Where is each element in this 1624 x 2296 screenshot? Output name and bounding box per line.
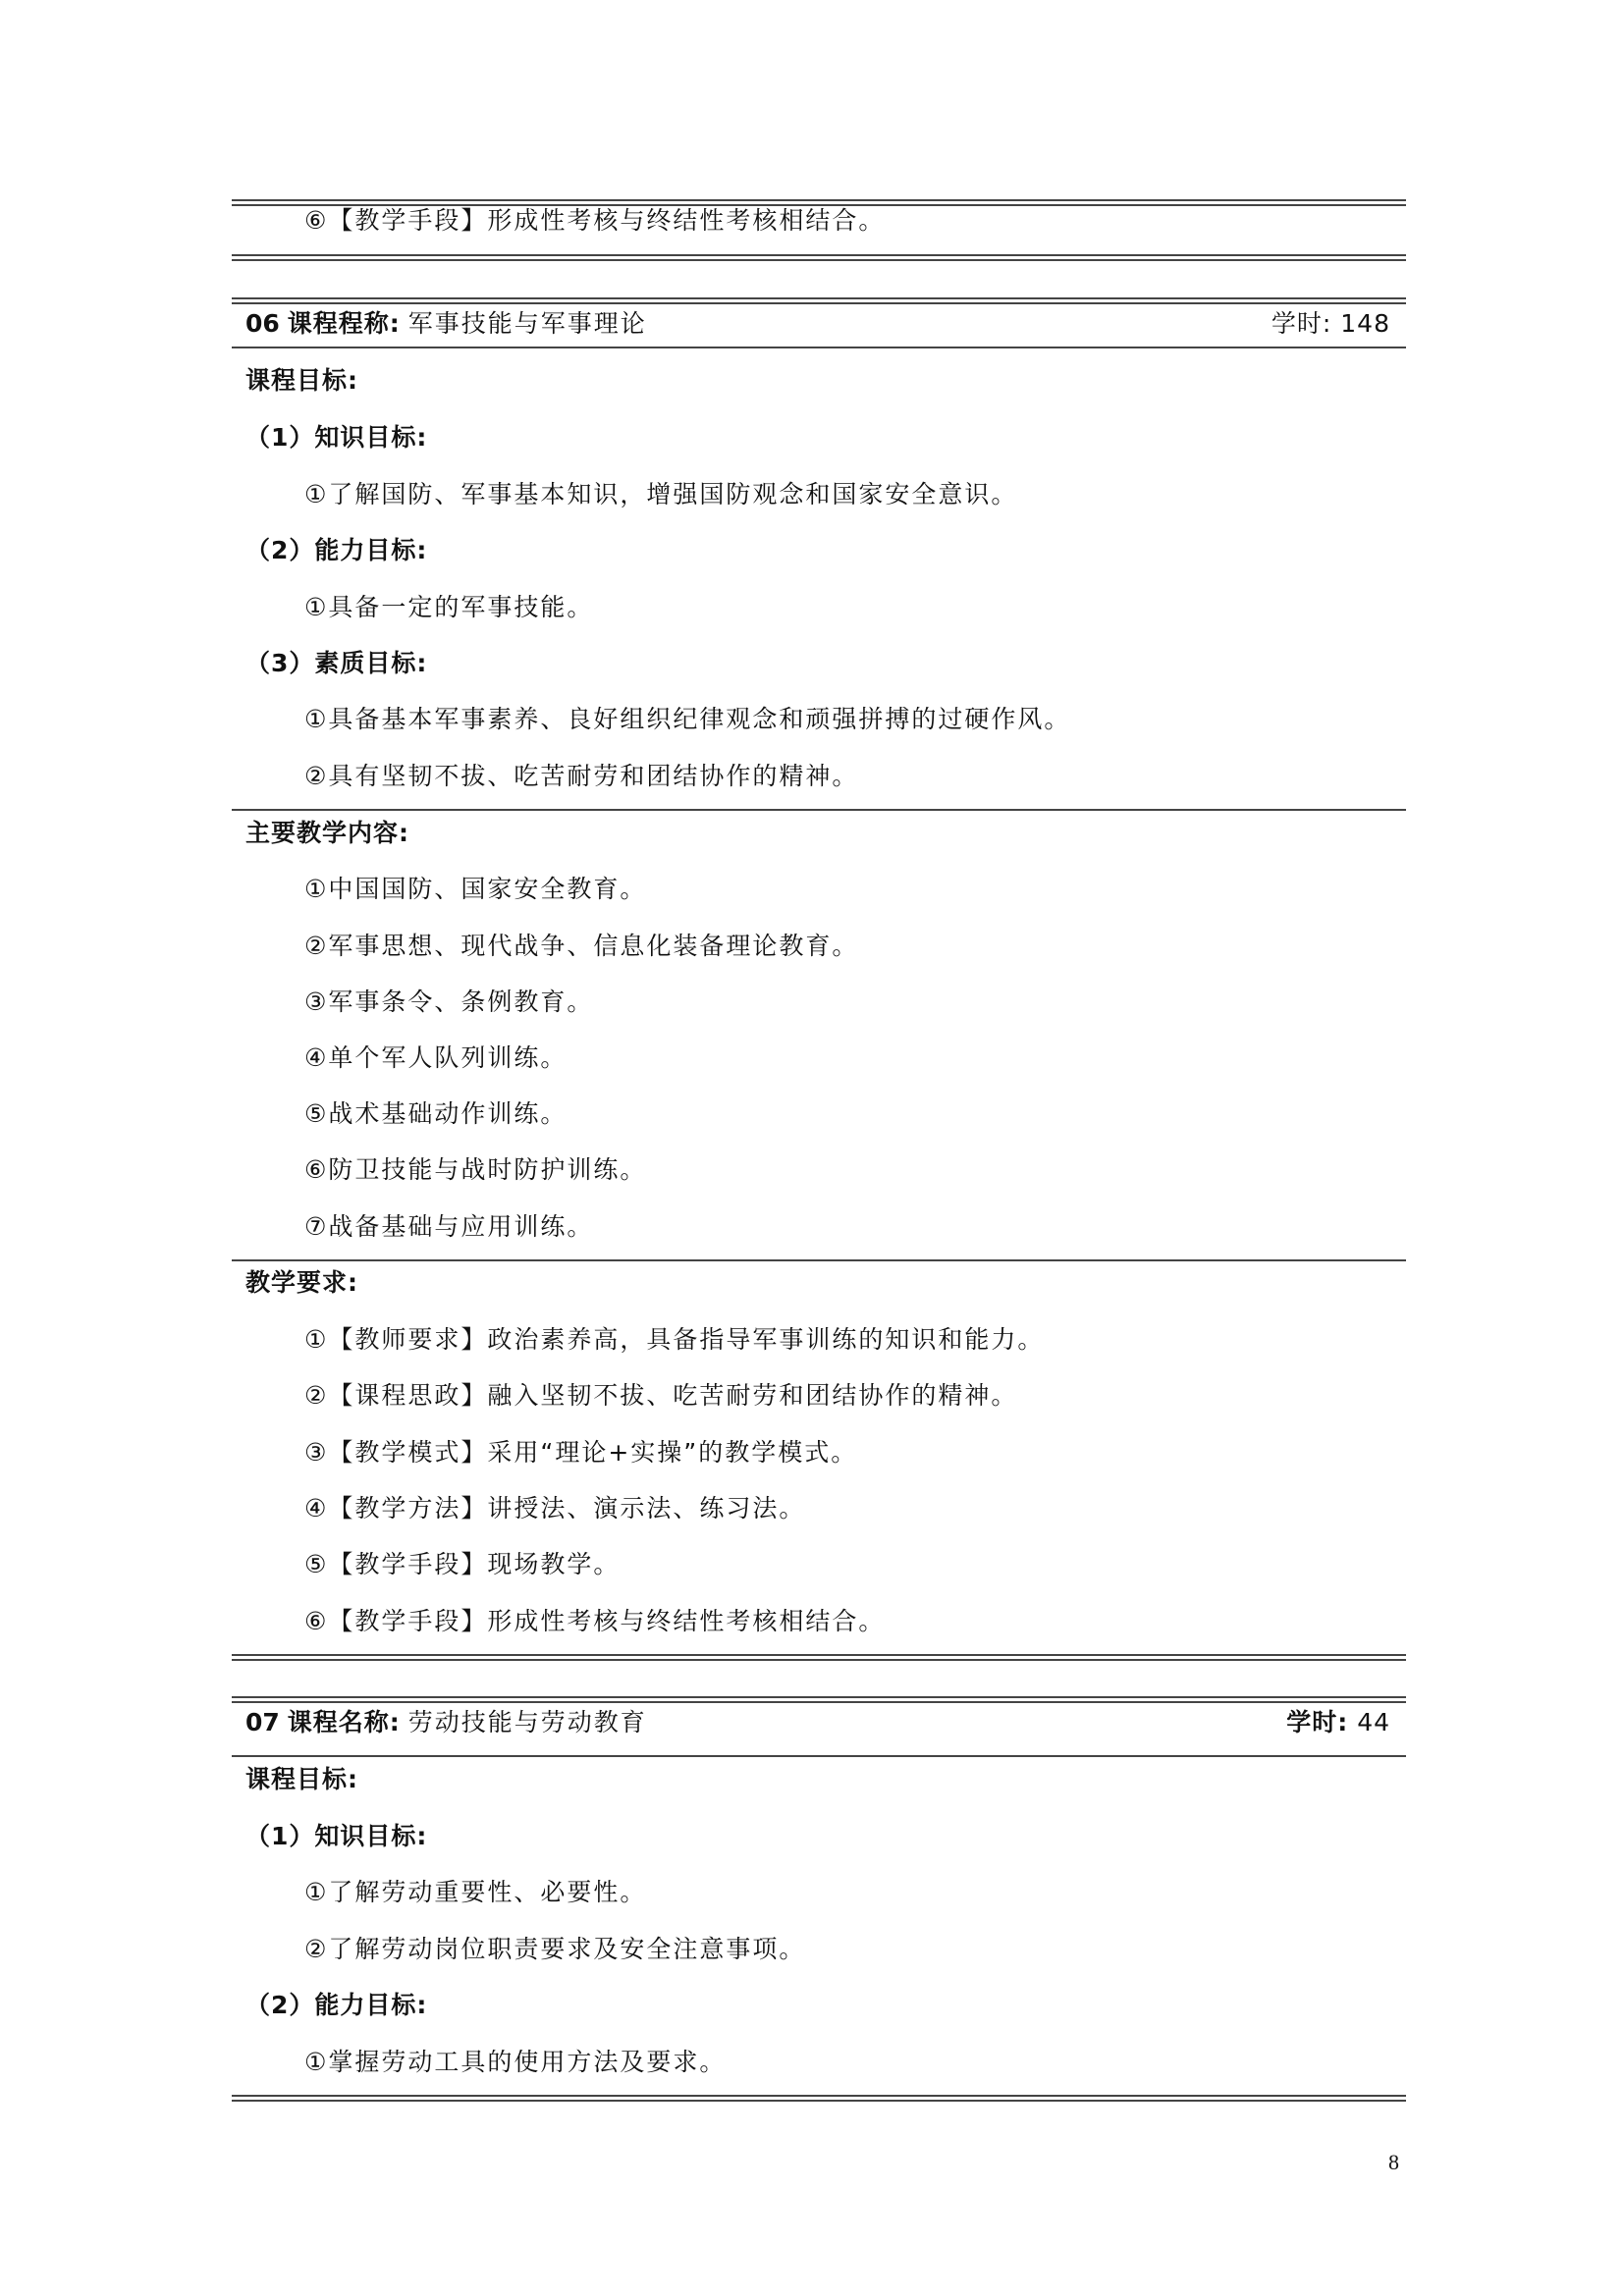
requirement-item: ②【课程思政】融入坚韧不拔、吃苦耐劳和团结协作的精神。 bbox=[304, 1381, 1018, 1410]
hours-value: 148 bbox=[1340, 309, 1390, 338]
knowledge-heading: （1）知识目标: bbox=[245, 423, 428, 452]
requirements-heading: 教学要求: bbox=[245, 1268, 358, 1297]
content-item: ⑦战备基础与应用训练。 bbox=[304, 1212, 594, 1241]
rule bbox=[232, 347, 1406, 348]
knowledge-item: ①了解国防、军事基本知识，增强国防观念和国家安全意识。 bbox=[304, 480, 1018, 508]
double-rule bbox=[232, 1654, 1406, 1661]
quality-item: ②具有坚韧不拔、吃苦耐劳和团结协作的精神。 bbox=[304, 762, 859, 790]
hours-label: 学时: bbox=[1286, 1708, 1349, 1736]
goals-heading: 课程目标: bbox=[245, 366, 358, 395]
hours-value: 44 bbox=[1357, 1708, 1390, 1736]
content-item: ③军事条令、条例教育。 bbox=[304, 988, 594, 1016]
content-item: ⑤战术基础动作训练。 bbox=[304, 1099, 568, 1128]
quality-heading: （3）素质目标: bbox=[245, 649, 428, 677]
requirement-item: ④【教学方法】讲授法、演示法、练习法。 bbox=[304, 1494, 806, 1522]
content-item: ④单个军人队列训练。 bbox=[304, 1043, 568, 1072]
requirement-item: ③【教学模式】采用“理论+实操”的教学模式。 bbox=[304, 1438, 858, 1467]
rule bbox=[232, 1755, 1406, 1757]
course-number: 06 bbox=[245, 309, 280, 338]
knowledge-item: ②了解劳动岗位职责要求及安全注意事项。 bbox=[304, 1935, 806, 1963]
requirement-item: ⑥【教学手段】形成性考核与终结性考核相结合。 bbox=[304, 1607, 886, 1635]
double-rule bbox=[232, 2095, 1406, 2102]
content-item: ①中国国防、国家安全教育。 bbox=[304, 875, 647, 903]
ability-item: ①掌握劳动工具的使用方法及要求。 bbox=[304, 2048, 727, 2076]
requirement-item: ⑥【教学手段】形成性考核与终结性考核相结合。 bbox=[304, 206, 886, 235]
requirement-item: ⑤【教学手段】现场教学。 bbox=[304, 1550, 621, 1578]
course-06-title-row bbox=[245, 304, 1390, 340]
course-title-label: 课程名称: bbox=[287, 1708, 401, 1736]
hours-label: 学时: bbox=[1271, 309, 1332, 338]
quality-item: ①具备基本军事素养、良好组织纪律观念和顽强拼搏的过硬作风。 bbox=[304, 705, 1071, 733]
content-item: ②军事思想、现代战争、信息化装备理论教育。 bbox=[304, 932, 859, 960]
knowledge-heading: （1）知识目标: bbox=[245, 1822, 428, 1850]
page-number: 8 bbox=[1388, 2150, 1399, 2174]
ability-heading: （2）能力目标: bbox=[245, 1991, 428, 2019]
ability-heading: （2）能力目标: bbox=[245, 536, 428, 564]
double-rule bbox=[232, 1696, 1406, 1703]
rule bbox=[232, 1259, 1406, 1261]
double-rule bbox=[232, 297, 1406, 304]
course-number: 07 bbox=[245, 1708, 280, 1736]
course-07-title-row bbox=[245, 1703, 1390, 1738]
content-heading: 主要教学内容: bbox=[245, 819, 409, 847]
course-title-value: 军事技能与军事理论 bbox=[407, 309, 647, 338]
goals-heading: 课程目标: bbox=[245, 1765, 358, 1793]
knowledge-item: ①了解劳动重要性、必要性。 bbox=[304, 1878, 647, 1906]
double-rule bbox=[232, 254, 1406, 261]
course-hours bbox=[1286, 1703, 1390, 1738]
rule bbox=[232, 809, 1406, 811]
course-hours bbox=[1272, 304, 1390, 340]
ability-item: ①具备一定的军事技能。 bbox=[304, 593, 594, 621]
course-title-value: 劳动技能与劳动教育 bbox=[407, 1708, 647, 1736]
requirement-item: ①【教师要求】政治素养高，具备指导军事训练的知识和能力。 bbox=[304, 1325, 1045, 1354]
course-title-label: 课程程称: bbox=[287, 309, 401, 338]
content-item: ⑥防卫技能与战时防护训练。 bbox=[304, 1155, 647, 1184]
